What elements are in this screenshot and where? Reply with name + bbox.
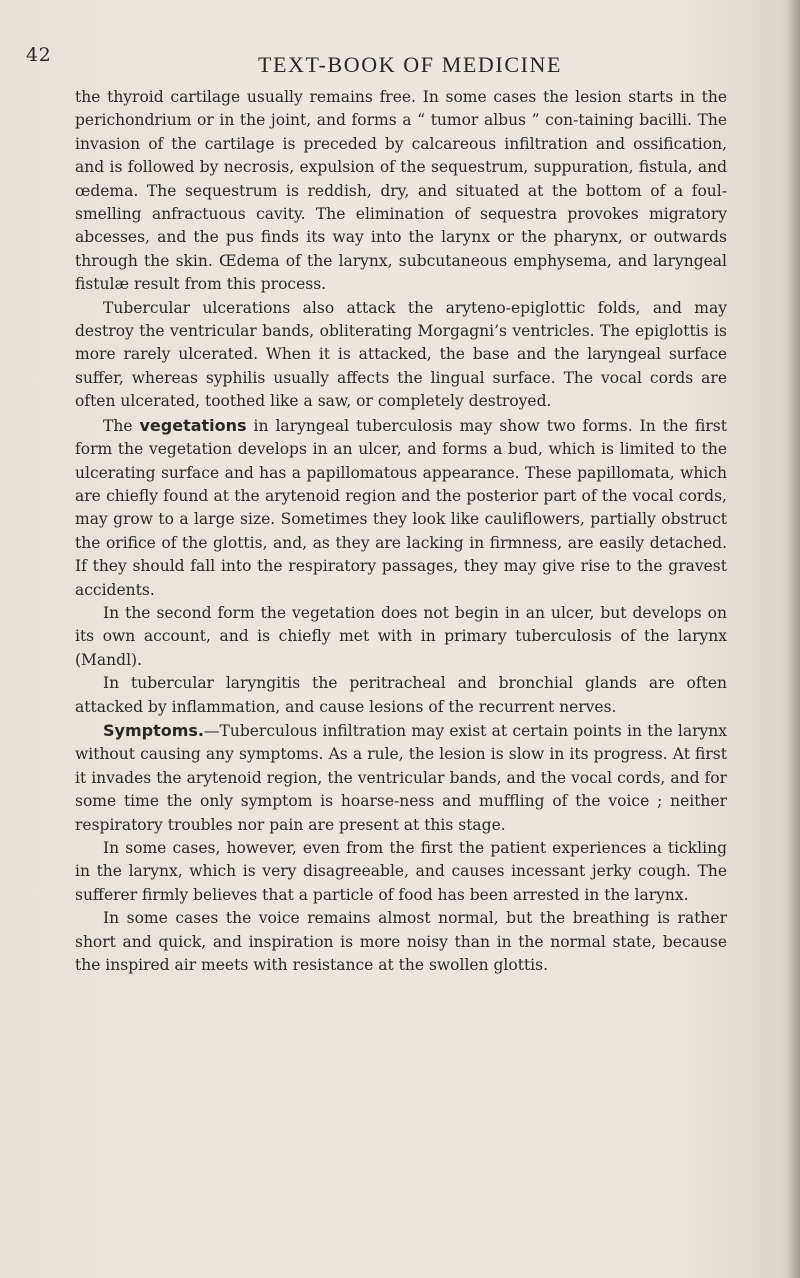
paragraph: [75, 297, 727, 414]
paragraph: [75, 672, 727, 719]
paragraph: [75, 86, 727, 297]
paragraph-text: in laryngeal tuberculosis may show two forms. In the first form the vegetation develops in an ulcer, and forms a bud, which is limited to the ulcerating surface and has a papillomatous appearance. These papillomata, which are chiefly found at the arytenoid region and the posterior part of the vocal cords, may grow to a large size. Sometimes they look like cauliflowers, partially obstruct the orifice of the glottis, and, as they are lacking in firmness, are easily detached. If they should fall into the respiratory passages, they may give rise to the gravest accidents.: [75, 416, 727, 599]
paragraph: [75, 719, 727, 837]
paragraph-text: Tubercular ulcerations also attack the aryteno-epiglottic folds, and may destroy the ventricular bands, obliterating Morgagni’s ventricles. The epiglottis is more rarely ulcerated. When it is attacked, the base and the laryngeal surface suffer, whereas syphilis usually affects the lingual surface. The vocal cords are often ulcerated, toothed like a saw, or completely destroyed.: [75, 298, 727, 411]
section-heading-symptoms: Symptoms.: [103, 720, 204, 740]
page-edge-shadow: [786, 0, 800, 1278]
paragraph-text: —Tuberculous infiltration may exist at certain points in the larynx without causing any symptoms. As a rule, the lesion is slow in its progress. At first it invades the arytenoid region, the ventricular bands, and the vocal cords, and for some time the only symptom is hoarse-ness and muffling of the voice ; neither respiratory troubles nor pain are present at this stage.: [75, 721, 727, 834]
page-header: [0, 40, 800, 80]
section-heading-vegetations: vegetations: [139, 415, 247, 435]
running-head: TEXT-BOOK OF MEDICINE: [257, 52, 563, 77]
paragraph-text: the thyroid cartilage usually remains free. In some cases the lesion starts in the perichondrium or in the joint, and forms a “ tumor albus ” con-taining bacilli. The invasion of the cartilage is preceded by calcareous infiltration and ossification, and is followed by necrosis, expulsion of the sequestrum, suppuration, fistula, and œdema. The sequestrum is reddish, dry, and situated at the bottom of a foul-smelling anfractuous cavity. The elimination of sequestra provokes migratory abcesses, and the pus finds its way into the larynx or the pharynx, or outwards through the skin. Œdema of the larynx, subcutaneous emphysema, and laryngeal fistulæ result from this process.: [75, 88, 727, 294]
paragraph-text: In some cases the voice remains almost normal, but the breathing is rather short and quick, and inspiration is more noisy than in the normal state, because the inspired air meets with resistance at the swollen glottis.: [75, 909, 727, 975]
paragraph: [75, 907, 727, 977]
paragraph-text: In tubercular laryngitis the peritracheal and bronchial glands are often attacked by inflammation, and cause lesions of the recurrent nerves.: [75, 674, 727, 716]
paragraph-text: In the second form the vegetation does not begin in an ulcer, but develops on its own account, and is chiefly met with in primary tuberculosis of the larynx (Mandl).: [75, 603, 727, 669]
page-number: 42: [26, 44, 52, 66]
paragraph: [75, 602, 727, 672]
paragraph-lead: The: [103, 416, 133, 435]
paragraph: [75, 414, 727, 602]
body-text: [75, 86, 727, 977]
paragraph-text: In some cases, however, even from the first the patient experiences a tickling in the larynx, which is very disagreeable, and causes incessant jerky cough. The sufferer firmly believes that a particle of food has been arrested in the larynx.: [75, 839, 727, 904]
paragraph: [75, 837, 727, 907]
